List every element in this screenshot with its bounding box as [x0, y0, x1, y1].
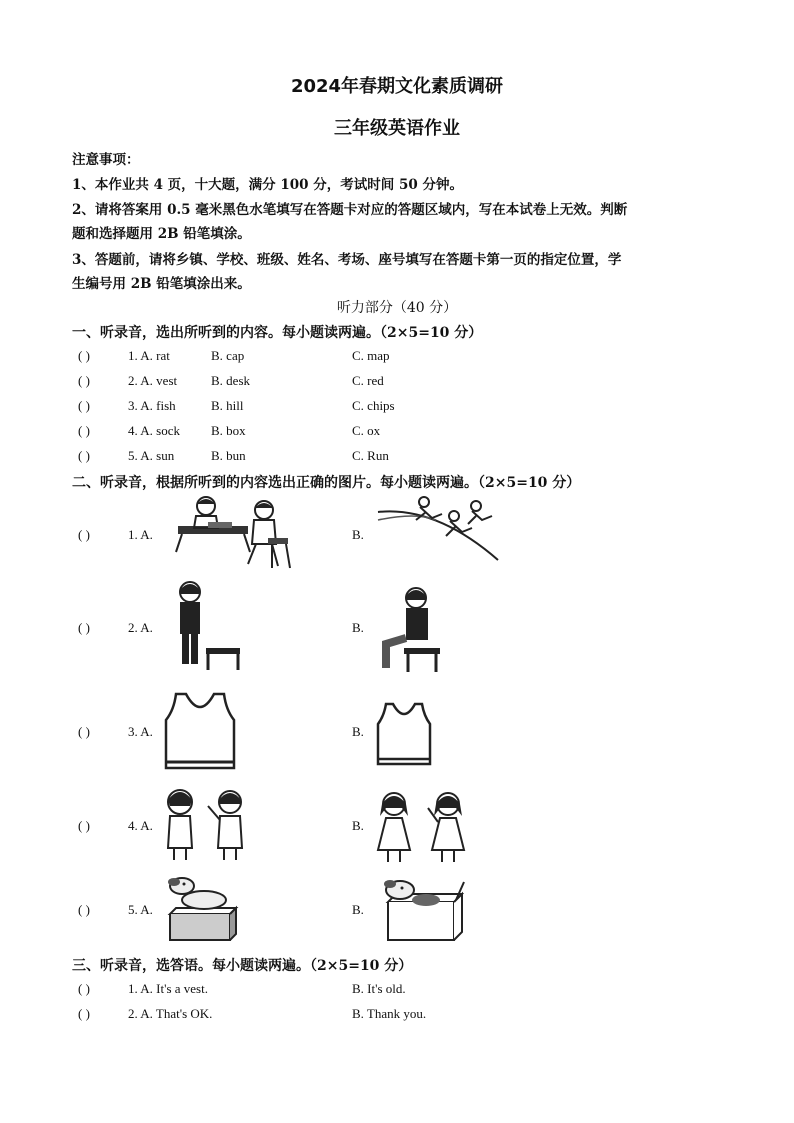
- answer-bracket[interactable]: ( ): [78, 398, 90, 413]
- boy-and-girl-greeting-picture[interactable]: [160, 786, 252, 862]
- answer-bracket[interactable]: ( ): [78, 724, 90, 739]
- option-b: B. It's old.: [352, 981, 406, 996]
- big-vest-picture[interactable]: [162, 690, 238, 772]
- option-c: C. red: [352, 373, 384, 388]
- option-a: 5. A. sun: [128, 448, 175, 463]
- answer-bracket[interactable]: ( ): [78, 348, 90, 363]
- option-a: 1. A. rat: [128, 348, 170, 363]
- option-b: B. hill: [211, 398, 244, 413]
- option-a-label: 2. A.: [128, 620, 153, 635]
- option-c: C. map: [352, 348, 390, 363]
- option-b: B. Thank you.: [352, 1006, 427, 1021]
- option-a: 1. A. It's a vest.: [128, 981, 208, 996]
- section1-heading: 一、听录音，选出所听到的内容。每小题读两遍。（2×5=10 分）: [72, 325, 483, 341]
- dog-in-box-picture[interactable]: [376, 876, 466, 944]
- option-a: 3. A. fish: [128, 398, 176, 413]
- option-a: 4. A. sock: [128, 423, 180, 438]
- answer-bracket[interactable]: ( ): [78, 902, 90, 917]
- two-girls-greeting-picture[interactable]: [374, 790, 470, 864]
- note-line-1: 1、本作业共 4 页，十大题，满分 100 分，考试时间 50 分钟。: [72, 177, 463, 193]
- option-a-label: 3. A.: [128, 724, 153, 739]
- page-subtitle: 三年级英语作业: [334, 118, 460, 139]
- section3-heading: 三、听录音，选答语。每小题读两遍。（2×5=10 分）: [72, 958, 413, 974]
- page-title: 2024年春期文化素质调研: [290, 76, 504, 97]
- answer-bracket[interactable]: ( ): [78, 527, 90, 542]
- listening-part-title: 听力部分（40 分）: [336, 300, 458, 316]
- note-line-2a: 2、请将答案用 0.5 毫米黑色水笔填写在答题卡对应的答题区域内，写在本试卷上无效。判断: [72, 202, 628, 218]
- option-c: C. ox: [352, 423, 381, 438]
- note-line-3b: 生编号用 2B 铅笔填涂出来。: [72, 276, 251, 292]
- option-a-label: 4. A.: [128, 818, 153, 833]
- option-b: B. box: [211, 423, 246, 438]
- answer-bracket[interactable]: ( ): [78, 373, 90, 388]
- option-c: C. Run: [352, 448, 389, 463]
- children-running-downhill-picture[interactable]: [376, 490, 501, 572]
- option-a: 2. A. That's OK.: [128, 1006, 213, 1021]
- option-b-label: B.: [352, 620, 364, 635]
- option-b-label: B.: [352, 902, 364, 917]
- answer-bracket[interactable]: ( ): [78, 620, 90, 635]
- note-line-3a: 3、答题前，请将乡镇、学校、班级、姓名、考场、座号填写在答题卡第一页的指定位置，学: [72, 252, 622, 268]
- option-b: B. desk: [211, 373, 250, 388]
- boy-sitting-picture[interactable]: [376, 584, 446, 674]
- option-a-label: 1. A.: [128, 527, 153, 542]
- answer-bracket[interactable]: ( ): [78, 981, 90, 996]
- answer-bracket[interactable]: ( ): [78, 448, 90, 463]
- children-playing-chess-picture[interactable]: [168, 494, 293, 576]
- option-a: 2. A. vest: [128, 373, 178, 388]
- boy-standing-picture[interactable]: [166, 580, 246, 672]
- option-b: B. bun: [211, 448, 246, 463]
- option-a-label: 5. A.: [128, 902, 153, 917]
- option-b-label: B.: [352, 527, 364, 542]
- notes-heading: 注意事项：: [72, 152, 140, 168]
- note-line-2b: 题和选择题用 2B 铅笔填涂。: [72, 226, 251, 242]
- section2-heading: 二、听录音，根据所听到的内容选出正确的图片。每小题读两遍。（2×5=10 分）: [72, 475, 581, 491]
- option-b-label: B.: [352, 724, 364, 739]
- option-c: C. chips: [352, 398, 395, 413]
- answer-bracket[interactable]: ( ): [78, 1006, 90, 1021]
- small-vest-picture[interactable]: [376, 700, 432, 768]
- option-b: B. cap: [211, 348, 245, 363]
- answer-bracket[interactable]: ( ): [78, 423, 90, 438]
- dog-on-box-picture[interactable]: [164, 874, 240, 944]
- answer-bracket[interactable]: ( ): [78, 818, 90, 833]
- option-b-label: B.: [352, 818, 364, 833]
